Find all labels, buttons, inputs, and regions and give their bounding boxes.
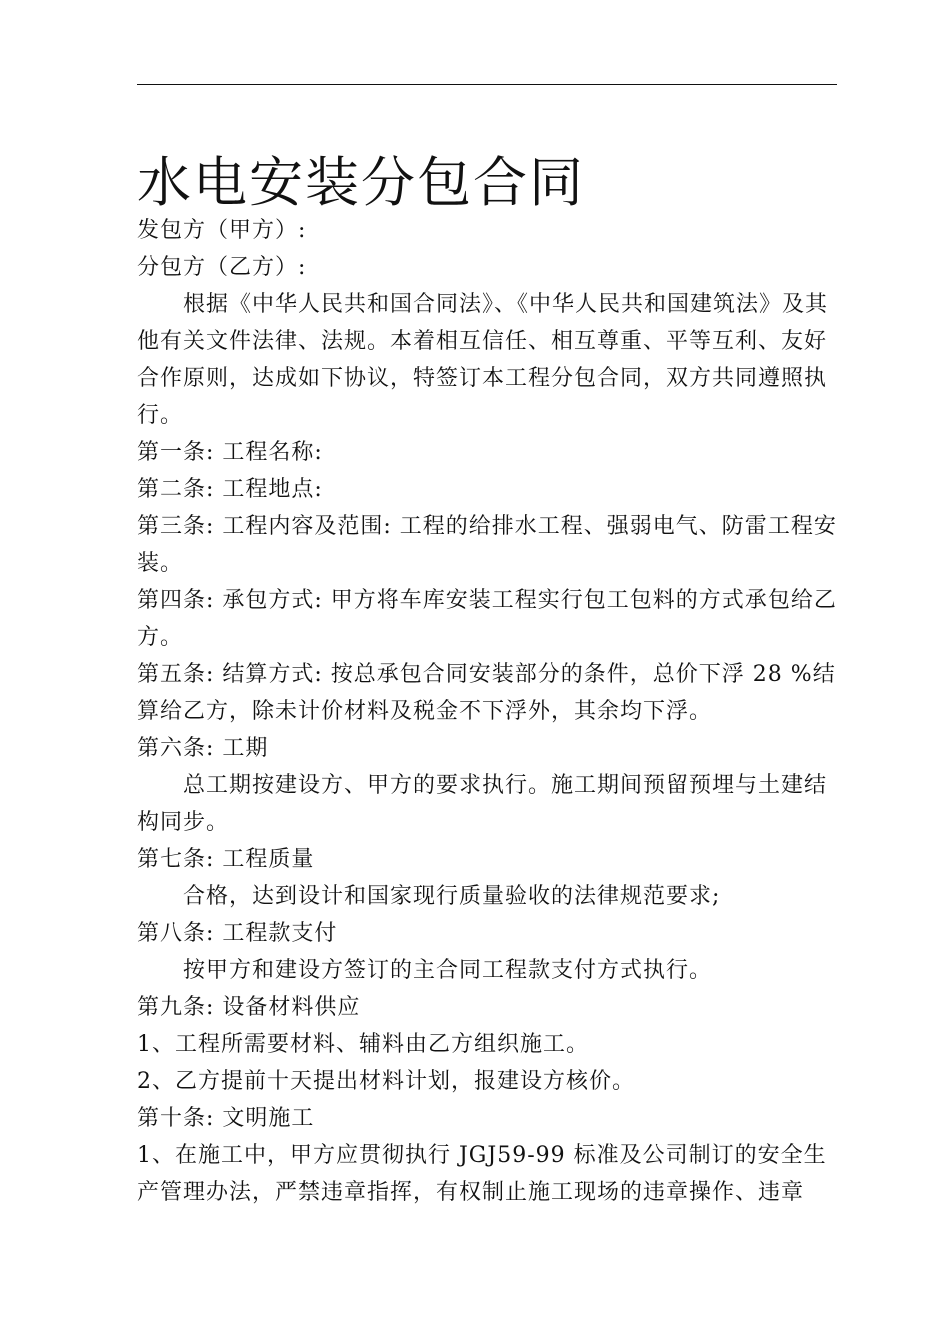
article-6-body: 总工期按建设方、甲方的要求执行。施工期间预留预埋与土建结构同步。	[137, 773, 828, 835]
article-1: 第一条: 工程名称:	[137, 440, 323, 465]
header-rule	[137, 84, 837, 85]
article-5: 第五条: 结算方式: 按总承包合同安装部分的条件，总价下浮 28 %结算给乙方，除未计价材料及税金不下浮外，其余均下浮。	[137, 662, 836, 724]
party-b-line: 分包方（乙方）:	[137, 255, 307, 280]
article-10-title: 第十条: 文明施工	[137, 1106, 315, 1131]
article-2: 第二条: 工程地点:	[137, 477, 323, 502]
article-9-item-1: 1、工程所需要材料、辅料由乙方组织施工。	[137, 1032, 589, 1057]
document-title: 水电安装分包合同	[137, 151, 585, 215]
article-10-item-1: 1、在施工中，甲方应贯彻执行 JGJ59-99 标准及公司制订的安全生产管理办法，严禁违章指挥，有权制止施工现场的违章操作、违章	[137, 1143, 827, 1205]
article-3: 第三条: 工程内容及范围: 工程的给排水工程、强弱电气、防雷工程安装。	[137, 514, 837, 576]
article-7-body: 合格，达到设计和国家现行质量验收的法律规范要求;	[183, 884, 721, 909]
article-6-title: 第六条: 工期	[137, 736, 269, 761]
article-8-body: 按甲方和建设方签订的主合同工程款支付方式执行。	[183, 958, 713, 983]
article-8-title: 第八条: 工程款支付	[137, 921, 338, 946]
article-9-title: 第九条: 设备材料供应	[137, 995, 361, 1020]
article-7-title: 第七条: 工程质量	[137, 847, 315, 872]
article-9-item-2: 2、乙方提前十天提出材料计划，报建设方核价。	[137, 1069, 635, 1094]
article-4: 第四条: 承包方式: 甲方将车库安装工程实行包工包料的方式承包给乙方。	[137, 588, 837, 650]
party-a-line: 发包方（甲方）:	[137, 218, 307, 243]
contract-body	[137, 212, 847, 1211]
intro-paragraph: 根据《中华人民共和国合同法》、《中华人民共和国建筑法》及其他有关文件法律、法规。本着相互信任、相互尊重、平等互利、友好合作原则，达成如下协议，特签订本工程分包合同，双方共同遵照执行。	[137, 292, 829, 428]
